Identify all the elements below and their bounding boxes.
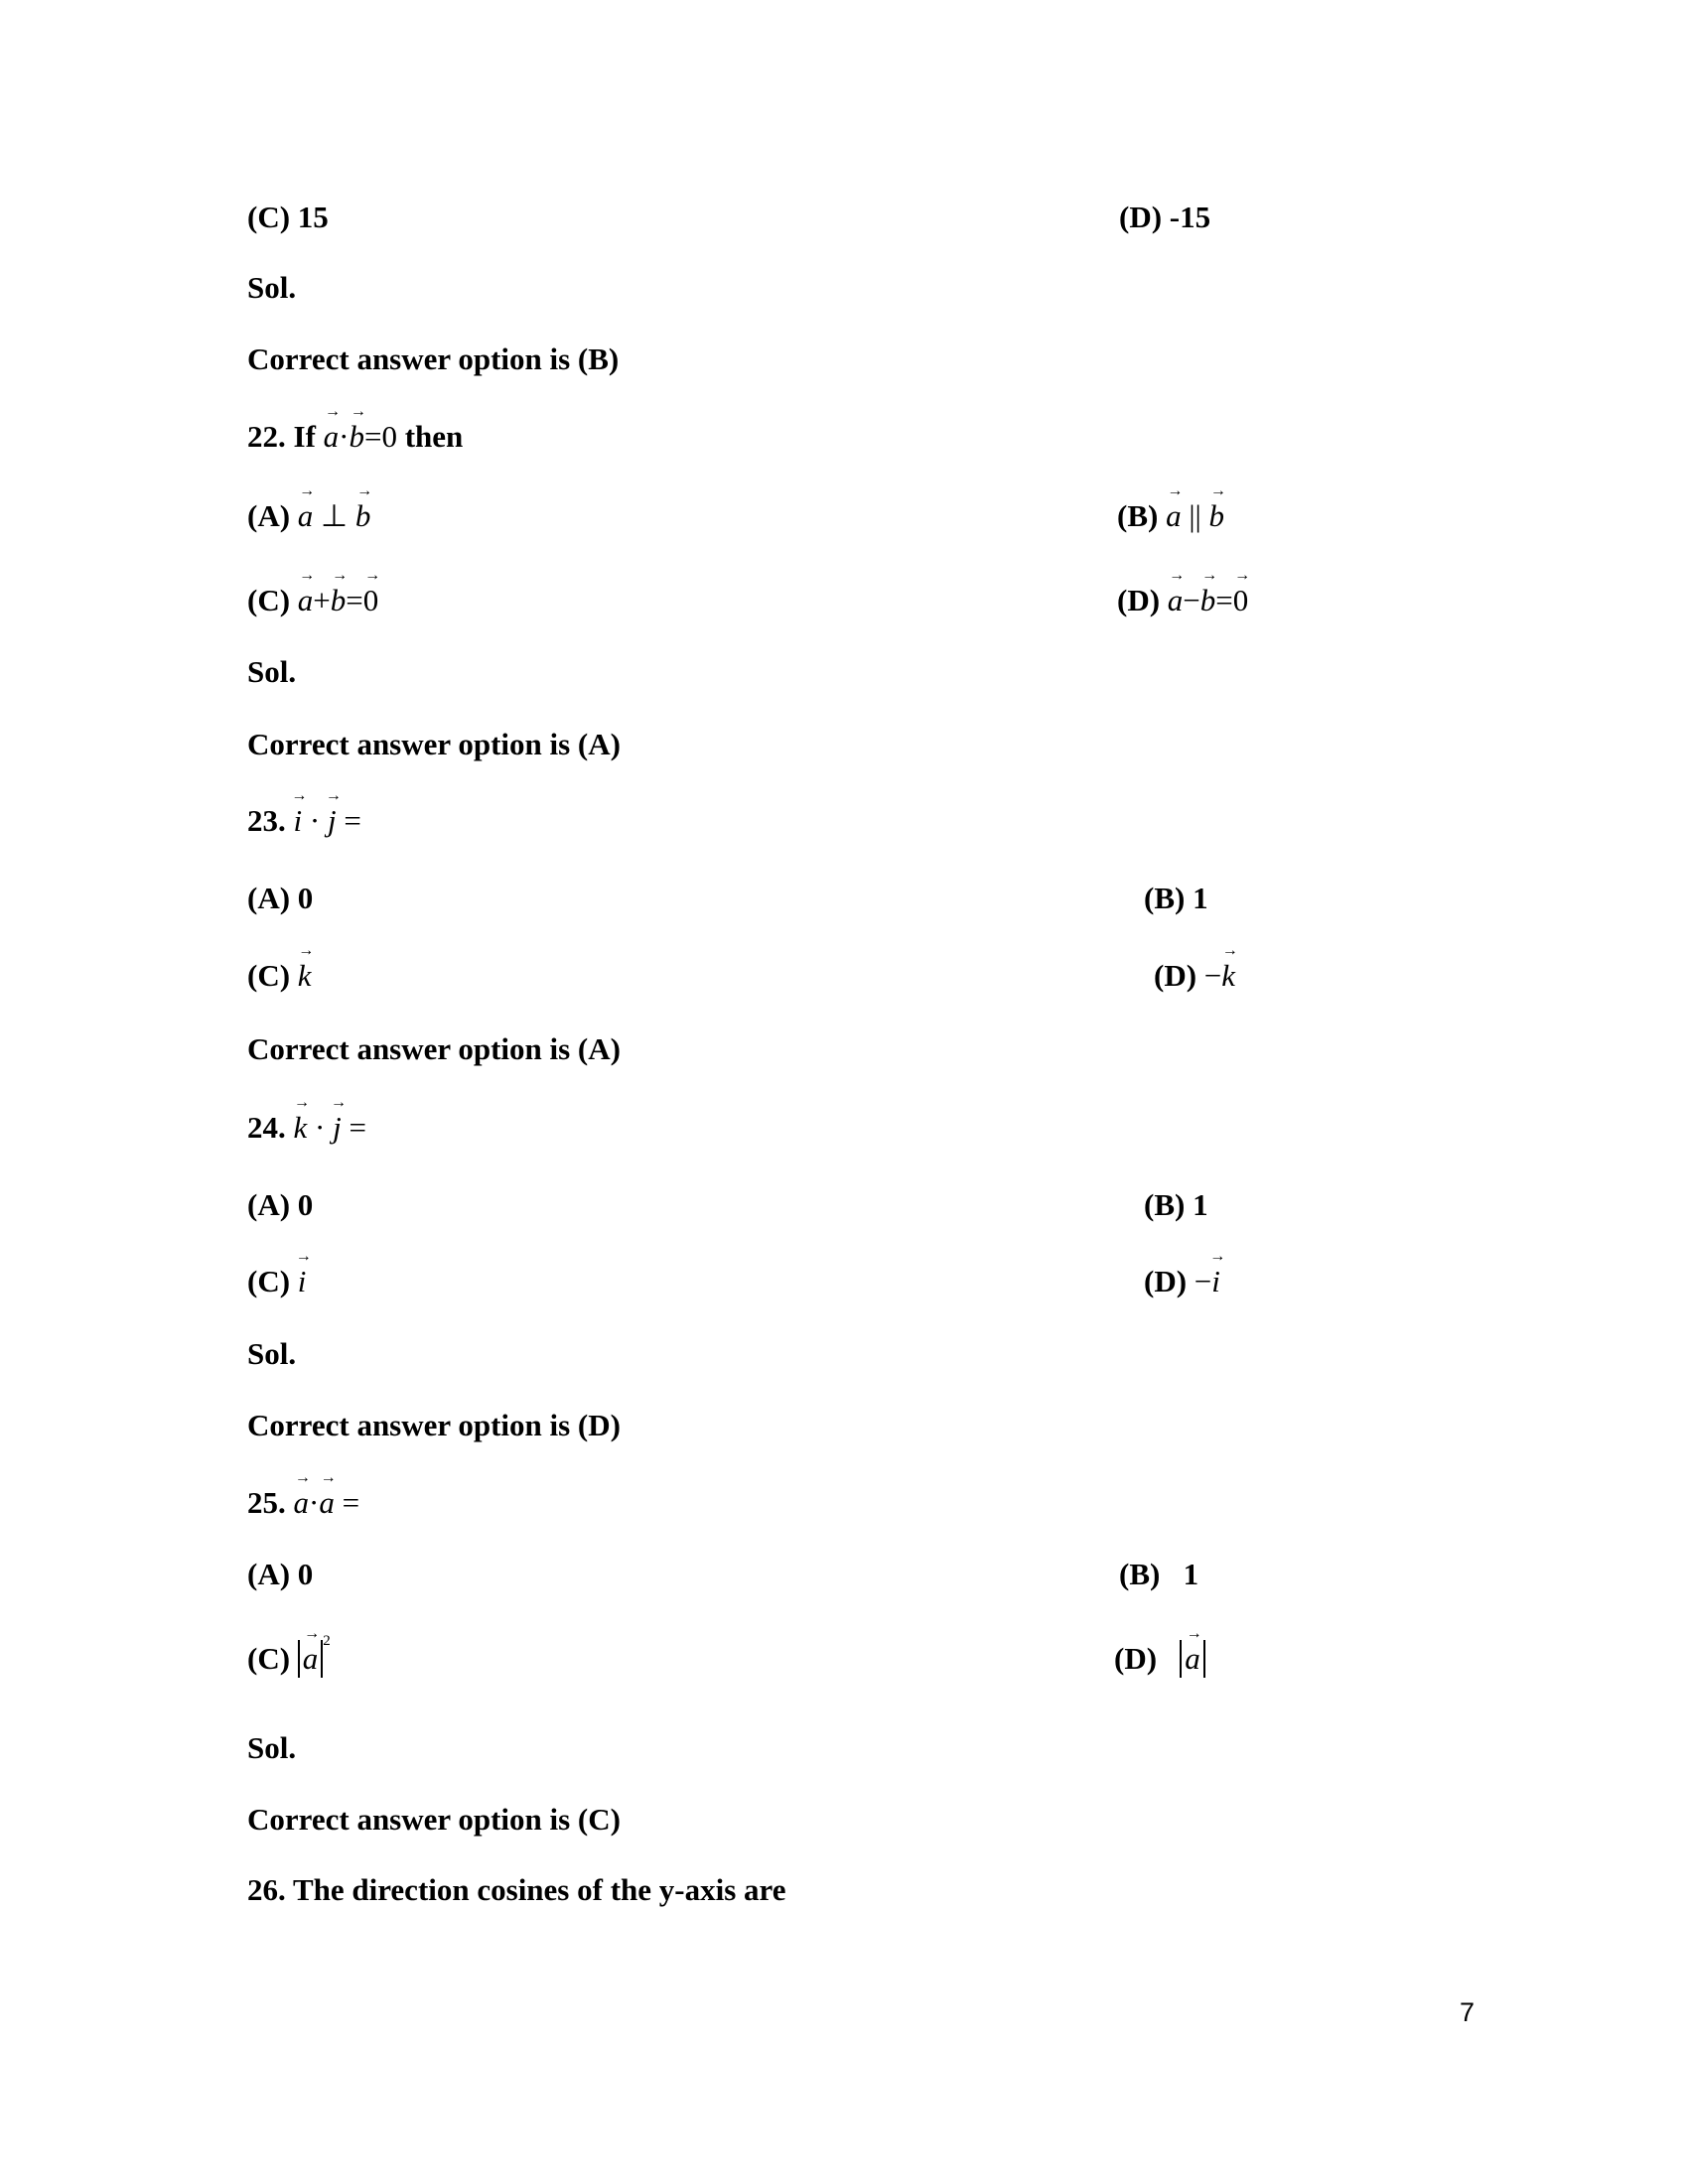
option-label: (C) (247, 1264, 291, 1298)
correct-answer: Correct answer option is (A) (247, 1031, 621, 1066)
minus-operator: − (1183, 583, 1200, 617)
option-c: (C) 15 (247, 200, 329, 234)
unit-vector-k: → k (298, 960, 312, 991)
vector-a: → a (1168, 585, 1184, 615)
equals-zero: =0 (363, 419, 397, 454)
correct-answer: Correct answer option is (B) (247, 341, 620, 376)
unit-vector-k: → k (1221, 960, 1235, 991)
perpendicular-symbol: ⊥ (313, 498, 355, 533)
question-number: 25. (247, 1485, 286, 1520)
q22-option-a (247, 500, 370, 531)
unit-vector-j: → j (333, 1112, 342, 1143)
q25-option-c (247, 1633, 331, 1678)
q24-option-d (1144, 1266, 1220, 1297)
option-label: (D) (1154, 958, 1197, 993)
unit-vector-i: → i (294, 805, 303, 836)
equals-operator: = (1215, 583, 1233, 617)
question-tail: then (396, 419, 464, 454)
dot-operator: · (339, 419, 350, 454)
q24-option-b: (B) 1 (1144, 1187, 1208, 1222)
vector-a: → a (324, 421, 340, 452)
option-label: (D) (1117, 583, 1161, 617)
q22-option-b (1117, 500, 1224, 531)
option-label: (A) (247, 498, 291, 533)
dot-operator: · (307, 1110, 334, 1145)
question-26: 26. The direction cosines of the y-axis are (247, 1872, 786, 1907)
equals-operator: = (336, 803, 361, 838)
option-label: (C) (247, 583, 291, 617)
vector-a: → a (1166, 500, 1182, 531)
vector-a: → a (1185, 1642, 1200, 1676)
correct-answer: Correct answer option is (D) (247, 1408, 621, 1442)
option-label: (D) (1144, 1264, 1188, 1298)
question-number: 24. (247, 1110, 286, 1145)
question-25 (247, 1487, 359, 1518)
vector-a: → a (298, 500, 314, 531)
correct-answer: Correct answer option is (A) (247, 727, 621, 761)
question-22 (247, 421, 463, 452)
vector-a: → a (294, 1487, 310, 1518)
equals-operator: = (346, 583, 363, 617)
dot-operator: · (309, 1485, 320, 1520)
equals-operator: = (341, 1110, 366, 1145)
option-label: (D) (1114, 1641, 1158, 1676)
vector-b: → b (355, 500, 371, 531)
minus-sign: − (1194, 1264, 1212, 1298)
q23-option-b: (B) 1 (1144, 881, 1208, 915)
unit-vector-j: → j (328, 805, 337, 836)
unit-vector-k: → k (294, 1112, 308, 1143)
solution-label: Sol. (247, 270, 297, 305)
zero-vector: → 0 (1233, 585, 1249, 615)
minus-sign: − (1203, 958, 1222, 993)
unit-vector-i: → i (1211, 1266, 1220, 1297)
solution-label: Sol. (247, 1336, 297, 1371)
solution-label: Sol. (247, 654, 297, 689)
parallel-symbol: || (1181, 498, 1209, 533)
vector-b: → b (349, 421, 364, 452)
exponent: 2 (323, 1633, 331, 1649)
question-23 (247, 805, 361, 836)
option-label: (B) (1117, 498, 1159, 533)
q25-option-d (1114, 1640, 1205, 1678)
q25-option-a: (A) 0 (247, 1557, 314, 1591)
plus-operator: + (313, 583, 331, 617)
vector-b: → b (1200, 585, 1216, 615)
dot-operator: · (302, 803, 328, 838)
q25-option-b: (B) 1 (1119, 1557, 1199, 1591)
q23-option-c (247, 960, 312, 991)
q23-option-a: (A) 0 (247, 881, 314, 915)
vector-b: → b (331, 585, 347, 615)
correct-answer: Correct answer option is (C) (247, 1802, 621, 1837)
option-d: (D) -15 (1119, 200, 1211, 234)
q22-option-d (1117, 585, 1248, 615)
equals-operator: = (334, 1485, 360, 1520)
question-number: 22. If (247, 419, 316, 454)
question-number: 23. (247, 803, 286, 838)
vector-a: → a (303, 1642, 319, 1676)
q24-option-c (247, 1266, 306, 1297)
vector-b: → b (1209, 500, 1225, 531)
option-label: (C) (247, 1641, 291, 1676)
vector-a: → a (298, 585, 314, 615)
unit-vector-i: → i (298, 1266, 307, 1297)
q23-option-d (1154, 960, 1235, 991)
q22-option-c (247, 585, 378, 615)
option-label: (C) (247, 958, 291, 993)
magnitude-bars (1180, 1640, 1205, 1678)
question-24 (247, 1112, 366, 1143)
zero-vector: → 0 (363, 585, 379, 615)
q24-option-a: (A) 0 (247, 1187, 314, 1222)
magnitude-bars (298, 1640, 324, 1678)
page-number: 7 (1460, 1997, 1476, 2027)
solution-label: Sol. (247, 1730, 297, 1765)
vector-a: → a (319, 1487, 335, 1518)
